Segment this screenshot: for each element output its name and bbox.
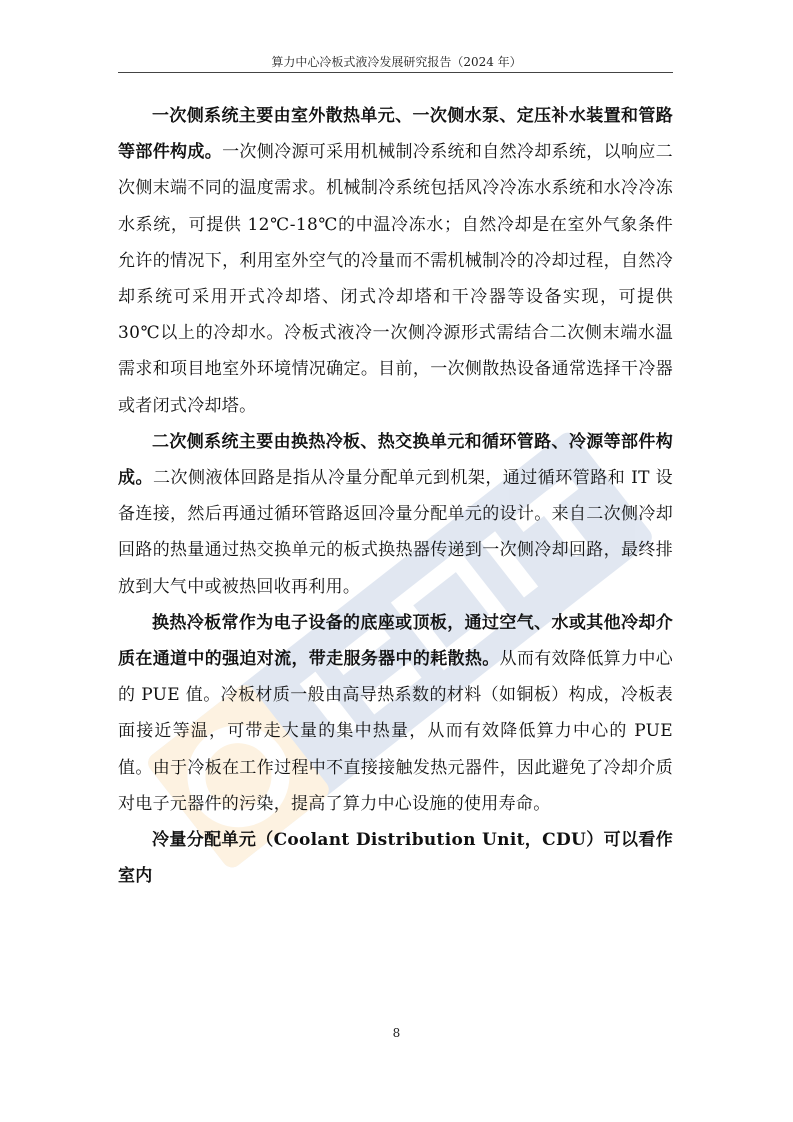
paragraph-lead: 二次侧系统主要由换热冷板、热交换单元和循环管路、冷源等部件构成。 xyxy=(118,431,673,489)
paragraph-cold-plate xyxy=(118,605,673,822)
header-rule xyxy=(118,72,673,73)
paragraph-lead: 一次侧系统主要由室外散热单元、一次侧水泵、定压补水装置和管路等部件构成。 xyxy=(118,106,673,163)
paragraph-primary-side xyxy=(118,98,673,424)
paragraph-lead: 冷量分配单元（Coolant Distribution Unit，CDU）可以看作室内 xyxy=(118,830,673,887)
paragraph-body: 一次侧冷源可采用机械制冷系统和自然冷却系统，以响应二次侧末端不同的温度需求。机械制冷系统包括风冷冷冻水系统和水冷冷冻水系统，可提供 12℃-18℃的中温冷冻水；自然冷却是在室外气象条件允许的情况下，利用室外空气的冷量而不需机械制冷的冷却过程，自然冷却系统可采用开式冷却塔、闭式冷却塔和干冷器等设备实现，可提供 30℃以上的冷却水。冷板式液冷一次侧冷源形式需结合二次侧末端水温需求和项目地室外环境情况确定。目前，一次侧散热设备通常选择干冷器或者闭式冷却塔。 xyxy=(118,142,673,416)
paragraph-cdu xyxy=(118,822,673,894)
paragraph-secondary-side xyxy=(118,424,673,605)
paragraph-lead: 换热冷板常作为电子设备的底座或顶板，通过空气、水或其他冷却介质在通道中的强迫对流，带走服务器中的耗散热。 xyxy=(118,612,673,670)
running-header: 算力中心冷板式液冷发展研究报告（2024 年） xyxy=(271,55,522,69)
paragraph-body: 从而有效降低算力中心的 PUE 值。冷板材质一般由高导热系数的材料（如铜板）构成，冷板表面接近等温，可带走大量的集中热量，从而有效降低算力中心的 PUE 值。由于冷板在工作过程中不直接接触发热元器件，因此避免了冷却介质对电子元器件的污染，提高了算力中心设施的使用寿命。 xyxy=(118,649,673,814)
document-body xyxy=(118,98,673,894)
page-number: 8 xyxy=(392,1026,401,1040)
paragraph-body: 二次侧液体回路是指从冷量分配单元到机架，通过循环管路和 IT 设备连接，然后再通过循环管路返回冷量分配单元的设计。来自二次侧冷却回路的热量通过热交换单元的板式换热器传递到一次侧冷却回路，最终排放到大气中或被热回收再利用。 xyxy=(118,468,673,597)
